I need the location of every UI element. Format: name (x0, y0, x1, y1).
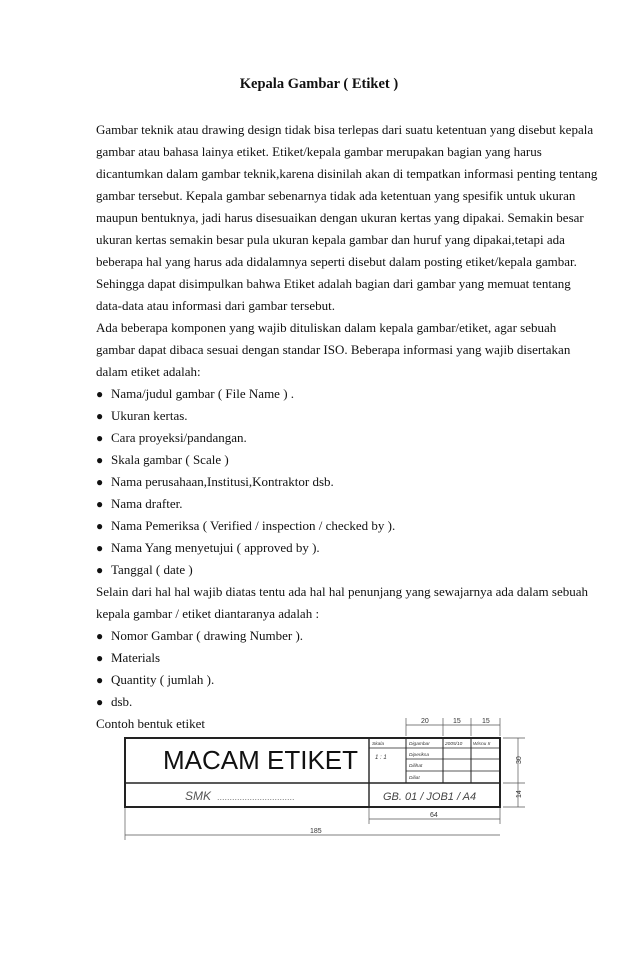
bullet-icon: ● (96, 695, 104, 709)
text-line: ukuran kertas semakin besar pula ukuran kepala gambar dan huruf yang dipakai,tetapi ada (96, 232, 565, 247)
text-line: dalam etiket adalah: (96, 364, 201, 379)
document-body (96, 119, 596, 735)
list-item: ● Nomor Gambar ( drawing Number ). (96, 625, 596, 647)
list-item: ● Nama drafter. (96, 493, 596, 515)
text-line: Gambar teknik atau drawing design tidak bisa terlepas dari suatu ketentuan yang disebut kepala (96, 122, 594, 137)
bullet-icon: ● (96, 475, 104, 489)
list-item: ● Skala gambar ( Scale ) (96, 449, 596, 471)
list-item: ● Materials (96, 647, 596, 669)
dim-14-label: 14 (516, 790, 523, 798)
list-item: ● Cara proyeksi/pandangan. (96, 427, 596, 449)
dim-64-label: 64 (430, 812, 438, 819)
etiket-main-title: MACAM ETIKET (163, 745, 359, 775)
page-title: Kepala Gambar ( Etiket ) (239, 76, 399, 92)
label-digambar: Digambar (409, 742, 430, 747)
bullet-icon: ● (96, 541, 104, 555)
text-line: Ada beberapa komponen yang wajib dituliskan dalam kepala gambar/etiket, agar sebuah (96, 320, 557, 335)
list-item: ● Tanggal ( date ) (96, 559, 596, 581)
bullet-icon: ● (96, 387, 104, 401)
dim-30-label: 30 (516, 756, 523, 764)
bullet-icon: ● (96, 453, 104, 467)
paragraph-supporting (96, 581, 596, 625)
dim-185-label: 185 (310, 828, 322, 835)
bullet-icon: ● (96, 431, 104, 445)
label-skala: Skala (372, 742, 384, 747)
list-item: ● Nama perusahaan,Institusi,Kontraktor dsb. (96, 471, 596, 493)
label-diperiksa: Diperiksa (409, 753, 429, 758)
dim-15a-label: 15 (453, 718, 461, 725)
supporting-items-list (96, 625, 596, 713)
list-item: ● Nama Yang menyetujui ( approved by ). (96, 537, 596, 559)
etiket-name: Wisnu II (473, 742, 491, 747)
bullet-icon: ● (96, 563, 104, 577)
required-items-list (96, 383, 596, 581)
etiket-scale: 1 : 1 (375, 755, 387, 761)
list-item: ● Nama Pemeriksa ( Verified / inspection / checked by ). (96, 515, 596, 537)
list-item: ● Ukuran kertas. (96, 405, 596, 427)
etiket-code: GB. 01 / JOB1 / A4 (383, 791, 477, 803)
etiket-school: SMK (185, 789, 212, 803)
text-line: gambar dapat dibaca sesuai dengan standar ISO. Beberapa informasi yang wajib disertakan (96, 342, 571, 357)
bullet-icon: ● (96, 409, 104, 423)
list-item: ● Nama/judul gambar ( File Name ) . (96, 383, 596, 405)
text-line: gambar tersebut. Kepala gambar sebenarnya tidak ada ketentuan yang spesifik untuk ukuran (96, 188, 576, 203)
text-line: data-data atau informasi dari gambar tersebut. (96, 298, 335, 313)
bullet-icon: ● (96, 497, 104, 511)
figure-caption: Contoh bentuk etiket (96, 716, 206, 731)
bullet-icon: ● (96, 519, 104, 533)
text-line: kepala gambar / etiket diantaranya adalah : (96, 606, 320, 621)
label-dilihat: Dilihat (409, 764, 423, 769)
text-line: gambar atau bahasa lainya etiket. Etiket/kepala gambar merupakan bagian yang harus (96, 144, 542, 159)
bullet-icon: ● (96, 629, 104, 643)
label-diliat: Diliat (409, 776, 420, 781)
list-item: ● Quantity ( jumlah ). (96, 669, 596, 691)
etiket-school-dots: ............................... (217, 792, 295, 802)
dim-15b-label: 15 (482, 718, 490, 725)
text-line: Selain dari hal hal wajib diatas tentu ada hal hal penunjang yang sewajarnya ada dalam sebuah (96, 584, 589, 599)
etiket-drawing (105, 716, 535, 846)
dim-20-label: 20 (421, 718, 429, 725)
text-line: Sehingga dapat disimpulkan bahwa Etiket adalah bagian dari gambar yang memuat tentang (96, 276, 571, 291)
list-item: ● dsb. (96, 691, 596, 713)
etiket-date: 2005/10 (445, 742, 463, 747)
text-line: dicantumkan dalam gambar teknik,karena disinilah akan di tempatkan informasi penting tentang (96, 166, 598, 181)
paragraph-components (96, 317, 596, 383)
text-line: maupun bentuknya, jadi harus disesuaikan dengan ukuran kertas yang dipakai. Semakin besar (96, 210, 584, 225)
paragraph-intro (96, 119, 596, 317)
text-line: beberapa hal yang harus ada didalamnya seperti disebut dalam posting etiket/kepala gambar. (96, 254, 577, 269)
bullet-icon: ● (96, 673, 104, 687)
bullet-icon: ● (96, 651, 104, 665)
